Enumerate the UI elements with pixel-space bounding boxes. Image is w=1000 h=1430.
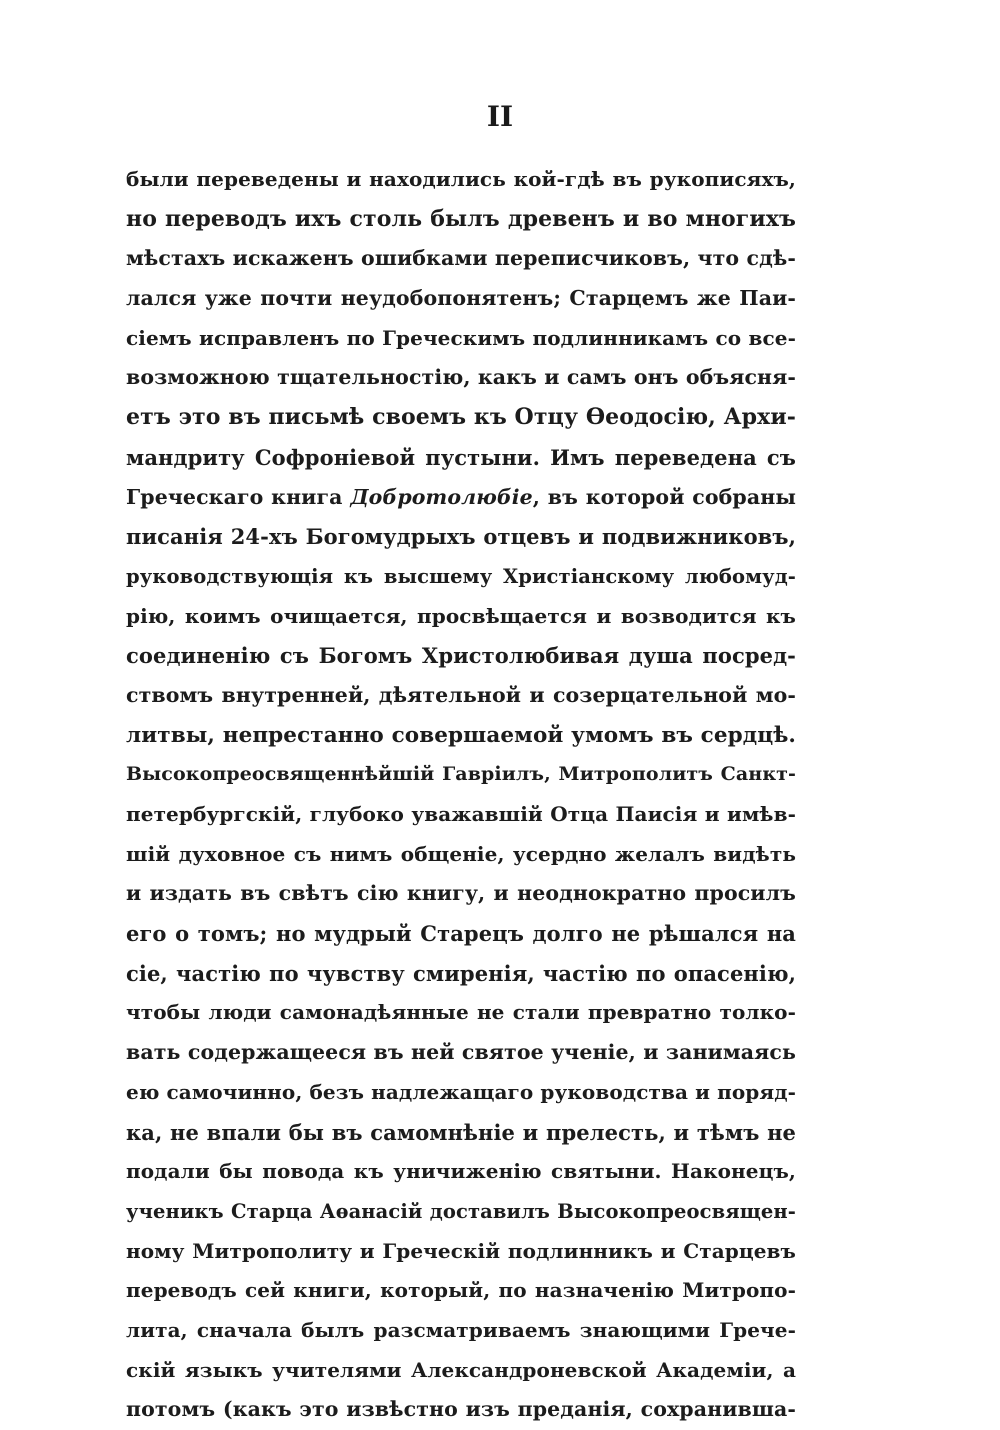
text-segment: литвы, непрестанно совершаемой умомъ въ сердцѣ. — [126, 722, 796, 748]
text-segment: соединенію съ Богомъ Христолюбивая душа посред- — [126, 643, 796, 669]
text-line — [126, 1073, 796, 1113]
text-segment: шій духовное съ нимъ общеніе, усердно желалъ видѣть — [126, 841, 796, 866]
text-line — [126, 755, 796, 795]
text-segment: руководствующія къ высшему Христіанскому любомуд- — [126, 564, 796, 588]
text-segment: сіе, частію по чувству смиренія, частію по опасенію, — [126, 960, 796, 986]
body-text — [126, 160, 796, 1430]
text-line — [126, 398, 796, 438]
text-line — [126, 478, 796, 518]
text-line — [126, 1232, 796, 1272]
text-line — [126, 795, 796, 835]
text-segment: ученикъ Старца Аѳанасій доставилъ Высокопреосвящен- — [126, 1199, 796, 1223]
text-line — [126, 160, 796, 200]
text-line — [126, 200, 796, 240]
text-line — [126, 914, 796, 954]
text-line — [126, 954, 796, 994]
text-line — [126, 279, 796, 319]
text-line — [126, 1351, 796, 1391]
text-segment: ею самочинно, безъ надлежащаго руководства и поряд- — [126, 1079, 796, 1104]
text-line — [126, 239, 796, 279]
text-segment: возможною тщательностію, какъ и самъ онъ объясня- — [126, 365, 796, 390]
text-segment: ствомъ внутренней, дѣятельной и созерцательной мо- — [126, 682, 796, 707]
text-segment: его о томъ; но мудрый Старецъ долго не рѣшался на — [126, 921, 796, 947]
text-line — [126, 1033, 796, 1073]
text-segment: лита, сначала былъ разсматриваемъ знающими Грече- — [126, 1317, 796, 1342]
text-line — [126, 319, 796, 359]
text-segment: Греческаго книга — [126, 484, 351, 509]
text-segment: но переводъ ихъ столь былъ древенъ и во многихъ — [126, 205, 796, 232]
text-segment: петербургскій, глубоко уважавшій Отца Паисія и имѣв- — [126, 802, 796, 826]
text-segment: Высокопреосвященнѣйшій Гавріилъ, Митрополитъ Санкт- — [126, 763, 796, 786]
text-line — [126, 557, 796, 597]
text-segment: скій языкъ учителями Александроневской Академіи, а — [126, 1357, 796, 1382]
text-line — [126, 1271, 796, 1311]
text-line — [126, 716, 796, 756]
text-line — [126, 676, 796, 716]
text-segment: переводъ сей книги, который, по назначенію Митропо- — [126, 1278, 796, 1303]
page-number: II — [486, 100, 514, 133]
book-title-italic: Добротолюбіе — [350, 484, 533, 509]
text-line — [126, 1390, 796, 1430]
text-segment: , въ которой собраны — [532, 484, 796, 509]
text-line — [126, 993, 796, 1033]
text-segment: потомъ (какъ это извѣстно изъ преданія, сохранивша- — [126, 1397, 796, 1422]
text-line — [126, 1152, 796, 1192]
text-line — [126, 1192, 796, 1232]
text-line — [126, 636, 796, 676]
text-line — [126, 1311, 796, 1351]
text-segment: вать содержащееся въ ней святое ученіе, и занимаясь — [126, 1040, 796, 1065]
text-line — [126, 597, 796, 637]
text-line — [126, 517, 796, 557]
text-line — [126, 438, 796, 478]
text-segment: и издать въ свѣтъ сію книгу, и неоднократно просилъ — [126, 881, 796, 906]
text-segment: чтобы люди самонадѣянные не стали превратно толко- — [126, 1000, 796, 1025]
text-segment: мандриту Софроніевой пустыни. Имъ переведена съ — [126, 444, 796, 470]
text-segment: лался уже почти неудобопонятенъ; Старцемъ же Паи- — [126, 286, 796, 311]
text-segment: писанія 24-хъ Богомудрыхъ отцевъ и подвижниковъ, — [126, 524, 796, 550]
text-line — [126, 358, 796, 398]
text-line — [126, 835, 796, 875]
text-segment: рію, коимъ очищается, просвѣщается и возводится къ — [126, 603, 796, 628]
text-segment: ка, не впали бы въ самомнѣніе и прелесть, и тѣмъ не — [126, 1119, 796, 1145]
text-segment: етъ это въ письмѣ своемъ къ Отцу Ѳеодосію, Архи- — [126, 404, 796, 431]
text-line — [126, 1113, 796, 1153]
text-segment: подали бы повода къ уничиженію святыни. Наконецъ, — [126, 1159, 796, 1184]
text-segment: сіемъ исправленъ по Греческимъ подлинникамъ со все- — [126, 325, 796, 350]
text-segment: были переведены и находились кой-гдѣ въ рукописяхъ, — [126, 167, 796, 191]
text-segment: ному Митрополиту и Греческій подлинникъ и Старцевъ — [126, 1238, 796, 1263]
text-line — [126, 874, 796, 914]
text-segment: мѣстахъ искаженъ ошибками переписчиковъ, что сдѣ- — [126, 246, 796, 271]
